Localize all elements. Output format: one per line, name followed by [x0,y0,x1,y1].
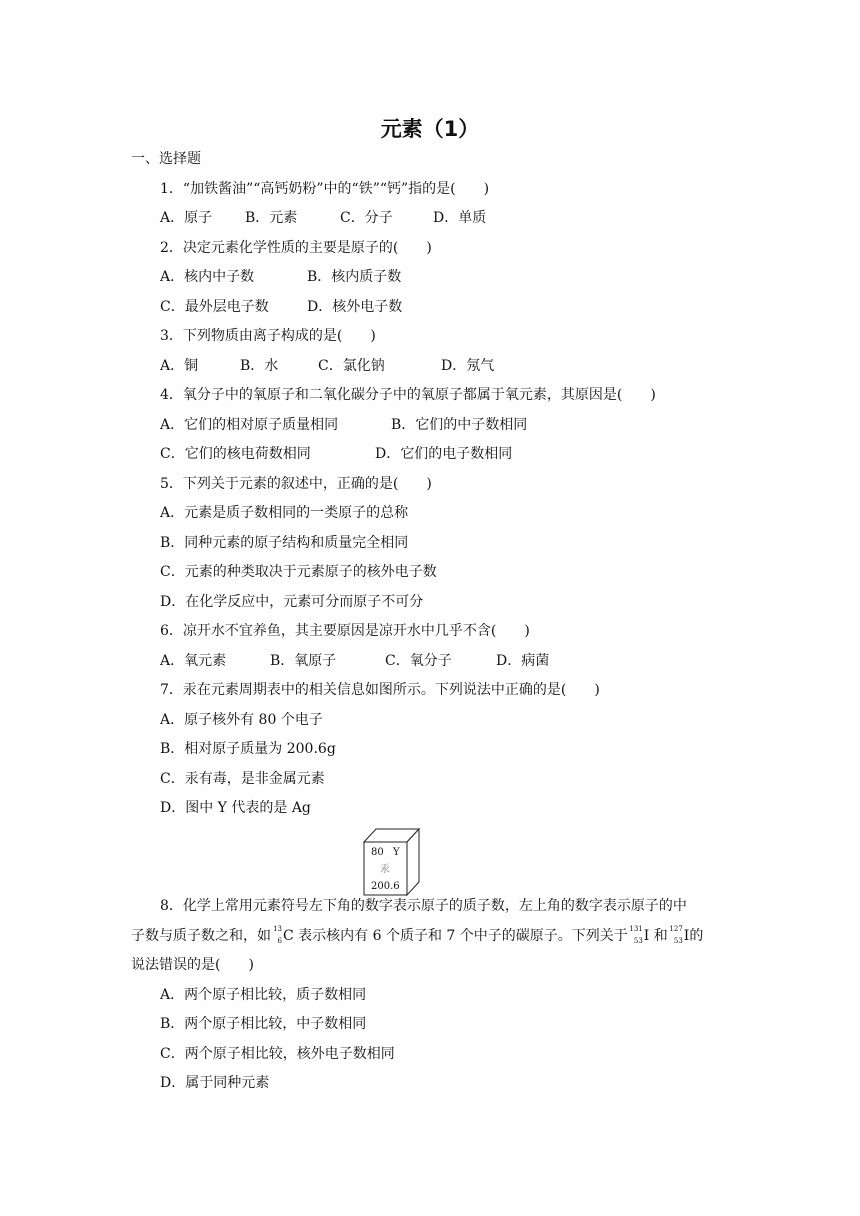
iodine-127-notation [668,927,684,945]
question-1-option-c: C．分子 [340,210,393,226]
question-2-option-b: B．核内质子数 [307,269,402,285]
iodine-131-symbol: I [643,928,650,944]
carbon-symbol: C [283,928,294,944]
carbon-isotope-notation [271,927,283,945]
element-card-symbol: Y [393,847,400,858]
question-6-option-a: A．氧元素 [160,653,227,669]
question-5-stem: 5．下列关于元素的叙述中，正确的是( ) [160,476,432,492]
question-8-text-d: 的 [689,928,704,944]
question-8-text-a: 子数与质子数之和，如 [131,928,271,944]
page-title: 元素（1） [380,117,480,141]
question-8-option-d: D．属于同种元素 [160,1075,270,1091]
question-4-option-d: D．它们的电子数相同 [375,446,513,462]
question-6-option-d: D．病菌 [496,653,550,669]
question-3-option-d: D．氖气 [441,358,495,374]
question-5-option-c: C．元素的种类取决于元素原子的核外电子数 [160,564,437,580]
carbon-mass-number: 13 [273,925,282,933]
iodine-131-notation [628,927,644,945]
question-8-text-b: 表示核内有 6 个质子和 7 个中子的碳原子。下列关于 [293,928,628,944]
question-8-text-c: 和 [649,928,668,944]
question-8-option-b: B．两个原子相比较，中子数相同 [160,1016,367,1032]
question-7-option-c: C．汞有毒，是非金属元素 [160,771,325,787]
element-card-atomic-number: 80 [371,847,384,858]
element-card-atomic-mass: 200.6 [371,881,400,892]
question-3-stem: 3．下列物质由离子构成的是( ) [160,328,376,344]
question-7-stem: 7．汞在元素周期表中的相关信息如图所示。下列说法中正确的是( ) [160,682,600,698]
question-8-option-a: A．两个原子相比较，质子数相同 [160,987,367,1003]
question-7-option-a: A．原子核外有 80 个电子 [160,712,323,728]
question-3-option-c: C．氯化钠 [318,358,385,374]
question-8-stem-line1: 8．化学上常用元素符号左下角的数字表示原子的质子数，左上角的数字表示原子的中 [160,898,687,914]
question-6-stem: 6．凉开水不宜养鱼，其主要原因是凉开水中几乎不含( ) [160,623,530,639]
question-2-option-c: C．最外层电子数 [160,299,269,315]
question-2-stem: 2．决定元素化学性质的主要是原子的( ) [160,240,432,256]
iodine-127-symbol: I [683,928,690,944]
question-5-option-b: B．同种元素的原子结构和质量完全相同 [160,535,409,551]
question-3-option-b: B．水 [240,358,279,374]
question-1-stem: 1．“加铁酱油”“高钙奶粉”中的“铁”“钙”指的是( ) [160,181,490,197]
question-4-stem: 4．氧分子中的氧原子和二氧化碳分子中的氧原子都属于氧元素，其原因是( ) [160,387,656,403]
question-4-option-b: B．它们的中子数相同 [391,417,528,433]
carbon-atomic-number: 6 [277,937,282,945]
iodine-127-mass-number: 127 [669,925,683,933]
question-4-option-c: C．它们的核电荷数相同 [160,446,311,462]
question-3-option-a: A．铜 [160,358,199,374]
element-card-name: 汞 [380,864,390,875]
iodine-131-mass-number: 131 [629,925,643,933]
question-4-option-a: A．它们的相对原子质量相同 [160,417,339,433]
question-7-option-d: D．图中 Y 代表的是 Ag [160,800,311,816]
question-1-option-a: A．原子 [160,210,213,226]
question-2-option-d: D．核外电子数 [307,299,403,315]
question-5-option-d: D．在化学反应中，元素可分而原子不可分 [160,594,424,610]
question-5-option-a: A．元素是质子数相同的一类原子的总称 [160,505,409,521]
question-8-stem-line3: 说法错误的是( ) [131,957,254,973]
iodine-131-atomic-number: 53 [633,937,643,945]
question-8-stem-line2 [131,927,703,945]
question-6-option-c: C．氧分子 [385,653,452,669]
section-heading: 一、选择题 [131,151,201,167]
question-2-option-a: A．核内中子数 [160,269,255,285]
question-8-option-c: C．两个原子相比较，核外电子数相同 [160,1046,395,1062]
iodine-127-atomic-number: 53 [673,937,683,945]
question-7-option-b: B．相对原子质量为 200.6g [160,741,336,757]
question-6-option-b: B．氧原子 [270,653,337,669]
question-1-option-d: D．单质 [433,210,487,226]
question-1-option-b: B．元素 [245,210,298,226]
mercury-element-card-figure [363,828,421,896]
